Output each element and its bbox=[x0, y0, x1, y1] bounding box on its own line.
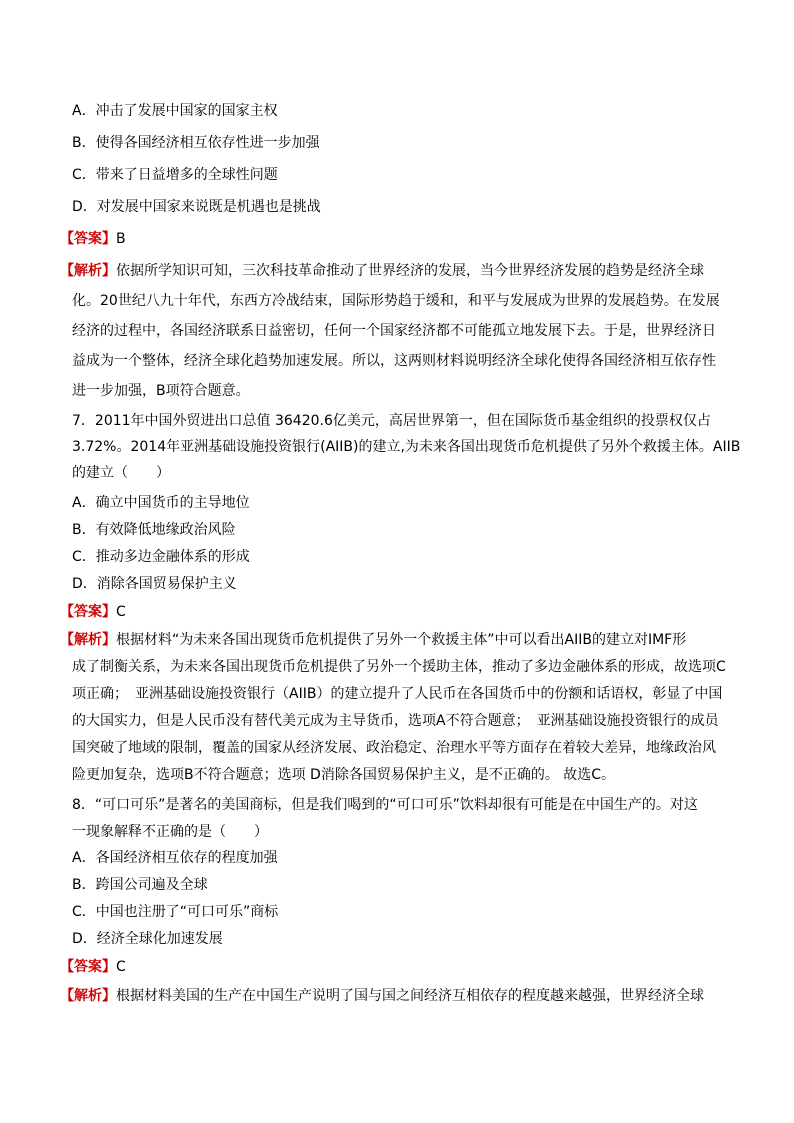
q7-analysis-line-5: 国突破了地域的限制，覆盖的国家从经济发展、政治稳定、治理水平等方面存在着较大差异，地缘政治风 bbox=[72, 740, 716, 756]
analysis-text: 根据材料美国的生产在中国生产说明了国与国之间经济互相依存的程度越来越强，世界经济全球 bbox=[116, 988, 704, 1004]
q8-option-c: C．中国也注册了“可口可乐”商标 bbox=[72, 904, 279, 920]
q7-stem-line-1: 7．2011年中国外贸进出口总值 36420.6亿美元，高居世界第一，但在国际货币基金组织的投票权仅占 bbox=[72, 413, 711, 429]
analysis-text: 依据所学知识可知，三次科技革命推动了世界经济的发展，当今世界经济发展的趋势是经济全球 bbox=[116, 263, 704, 279]
analysis-tag: 【解析】 bbox=[60, 988, 116, 1004]
answer-value: C bbox=[116, 604, 126, 620]
q7-analysis-line-1 bbox=[60, 630, 720, 650]
q7-option-c: C．推动多边金融体系的形成 bbox=[72, 549, 250, 565]
q6-analysis-line-2: 化。20世纪八九十年代，东西方冷战结束，国际形势趋于缓和，和平与发展成为世界的发展趋势。在发展 bbox=[72, 293, 720, 309]
analysis-text: 根据材料“为未来各国出现货币危机提供了另外一个救援主体”中可以看出AIIB的建立对IMF形 bbox=[116, 632, 687, 648]
answer-value: C bbox=[116, 959, 126, 975]
q6-option-c: C．带来了日益增多的全球性问题 bbox=[72, 167, 278, 183]
q7-answer bbox=[60, 602, 720, 622]
q7-analysis-line-2: 成了制衡关系，为未来各国出现货币危机提供了另外一个援助主体，推动了多边金融体系的形成，故选项C bbox=[72, 659, 726, 675]
q8-option-d: D．经济全球化加速发展 bbox=[72, 931, 223, 947]
q7-option-d: D．消除各国贸易保护主义 bbox=[72, 576, 237, 592]
q7-option-a: A．确立中国货币的主导地位 bbox=[72, 495, 250, 511]
analysis-tag: 【解析】 bbox=[60, 632, 116, 648]
answer-tag: 【答案】 bbox=[60, 959, 116, 975]
q8-option-b: B．跨国公司遍及全球 bbox=[72, 877, 208, 893]
analysis-tag: 【解析】 bbox=[60, 263, 116, 279]
q7-analysis-line-6: 险更加复杂，选项B不符合题意；选项 D消除各国贸易保护主义，是不正确的。 故选C。 bbox=[72, 767, 616, 783]
q8-analysis-line-1 bbox=[60, 986, 720, 1006]
q8-option-a: A．各国经济相互依存的程度加强 bbox=[72, 850, 278, 866]
q6-option-b: B．使得各国经济相互依存性进一步加强 bbox=[72, 135, 320, 151]
q6-analysis-line-4: 益成为一个整体，经济全球化趋势加速发展。所以，这两则材料说明经济全球化使得各国经济相互依存性 bbox=[72, 353, 716, 369]
q6-analysis-line-1 bbox=[60, 261, 720, 281]
q7-analysis-line-3: 项正确； 亚洲基础设施投资银行（AIIB）的建立提升了人民币在各国货币中的份额和话语权，彰显了中国 bbox=[72, 686, 723, 702]
q6-option-a: A．冲击了发展中国家的国家主权 bbox=[72, 103, 278, 119]
q7-option-b: B．有效降低地缘政治风险 bbox=[72, 522, 236, 538]
q8-answer bbox=[60, 957, 720, 977]
q8-stem-line-1: 8．“可口可乐”是著名的美国商标，但是我们喝到的“可口可乐”饮料却很有可能是在中国生产的。对这 bbox=[72, 797, 698, 813]
q6-answer bbox=[60, 229, 720, 249]
answer-tag: 【答案】 bbox=[60, 604, 116, 620]
q8-stem-line-2: 一现象解释不正确的是（ ） bbox=[72, 824, 268, 840]
q7-analysis-line-4: 的大国实力，但是人民币没有替代美元成为主导货币，选项A不符合题意； 亚洲基础设施投资银行的成员 bbox=[72, 713, 719, 729]
q6-option-d: D．对发展中国家来说既是机遇也是挑战 bbox=[72, 199, 321, 215]
q6-analysis-line-5: 进一步加强，B项符合题意。 bbox=[72, 383, 250, 399]
q7-stem-line-2: 3.72%。2014年亚洲基础设施投资银行(AIIB)的建立,为未来各国出现货币危机提供了另外个救援主体。AIIB bbox=[72, 439, 741, 455]
answer-value: B bbox=[116, 231, 126, 247]
q7-stem-line-3: 的建立（ ） bbox=[72, 465, 170, 481]
q6-analysis-line-3: 经济的过程中，各国经济联系日益密切，任何一个国家经济都不可能孤立地发展下去。于是，世界经济日 bbox=[72, 323, 716, 339]
answer-tag: 【答案】 bbox=[60, 231, 116, 247]
